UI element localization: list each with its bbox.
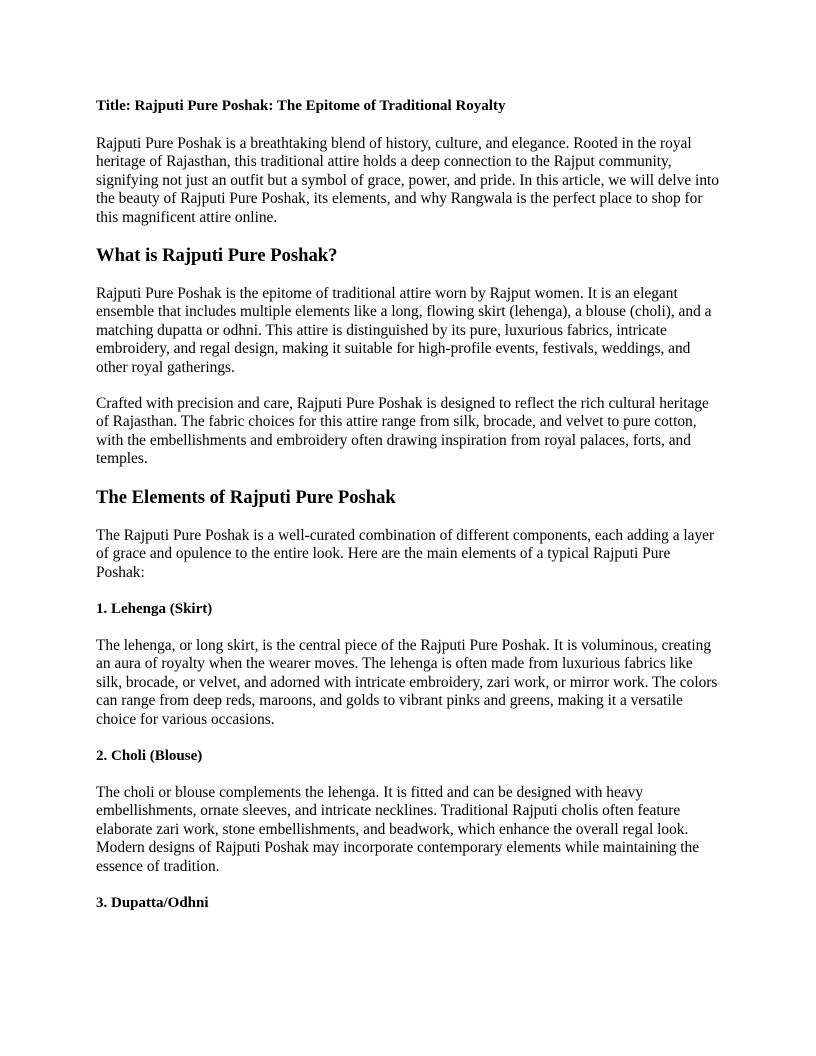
section-heading-what-is: What is Rajputi Pure Poshak?: [96, 245, 338, 266]
subheading-lehenga: 1. Lehenga (Skirt): [96, 601, 213, 617]
what-is-paragraph-2: Crafted with precision and care, Rajputi Pure Poshak is designed to reflect the rich cultural heritage of Rajasthan. The fabric choices for this attire range from silk, brocade, and velvet to pure cotton, with the embellishments and embroidery often drawing inspiration from royal palaces, forts, and temples.: [96, 395, 709, 468]
document-title: Title: Rajputi Pure Poshak: The Epitome of Traditional Royalty: [96, 98, 506, 114]
what-is-paragraph-1: Rajputi Pure Poshak is the epitome of traditional attire worn by Rajput women. It is an elegant ensemble that includes multiple elements like a long, flowing skirt (lehenga), a blouse (choli), and a matching dupatta or odhni. This attire is distinguished by its pure, luxurious fabrics, intricate embroidery, and regal design, making it suitable for high-profile events, festivals, weddings, and other royal gatherings.: [96, 285, 712, 376]
intro-paragraph: Rajputi Pure Poshak is a breathtaking blend of history, culture, and elegance. Rooted in the royal heritage of Rajasthan, this traditional attire holds a deep connection to the Rajput community, signifying not just an outfit but a symbol of grace, power, and pride. In this article, we will delve into the beauty of Rajputi Pure Poshak, its elements, and why Rangwala is the perfect place to shop for this magnificent attire online.: [96, 135, 719, 226]
lehenga-paragraph: The lehenga, or long skirt, is the central piece of the Rajputi Pure Poshak. It is voluminous, creating an aura of royalty when the wearer moves. The lehenga is often made from luxurious fabrics like silk, brocade, or velvet, and adorned with intricate embroidery, zari work, or mirror work. The colors can range from deep reds, maroons, and golds to vibrant pinks and greens, making it a versatile choice for various occasions.: [96, 637, 718, 728]
subheading-choli: 2. Choli (Blouse): [96, 748, 203, 764]
section-heading-elements: The Elements of Rajputi Pure Poshak: [96, 487, 396, 508]
choli-paragraph: The choli or blouse complements the lehenga. It is fitted and can be designed with heavy embellishments, ornate sleeves, and intricate necklines. Traditional Rajputi cholis often feature elaborate zari work, stone embellishments, and beadwork, which enhance the overall regal look. Modern designs of Rajputi Poshak may incorporate contemporary elements while maintaining the essence of tradition.: [96, 784, 700, 875]
elements-intro-paragraph: The Rajputi Pure Poshak is a well-curated combination of different components, each adding a layer of grace and opulence to the entire look. Here are the main elements of a typical Rajputi Pure Poshak:: [96, 527, 715, 581]
subheading-dupatta: 3. Dupatta/Odhni: [96, 895, 209, 911]
